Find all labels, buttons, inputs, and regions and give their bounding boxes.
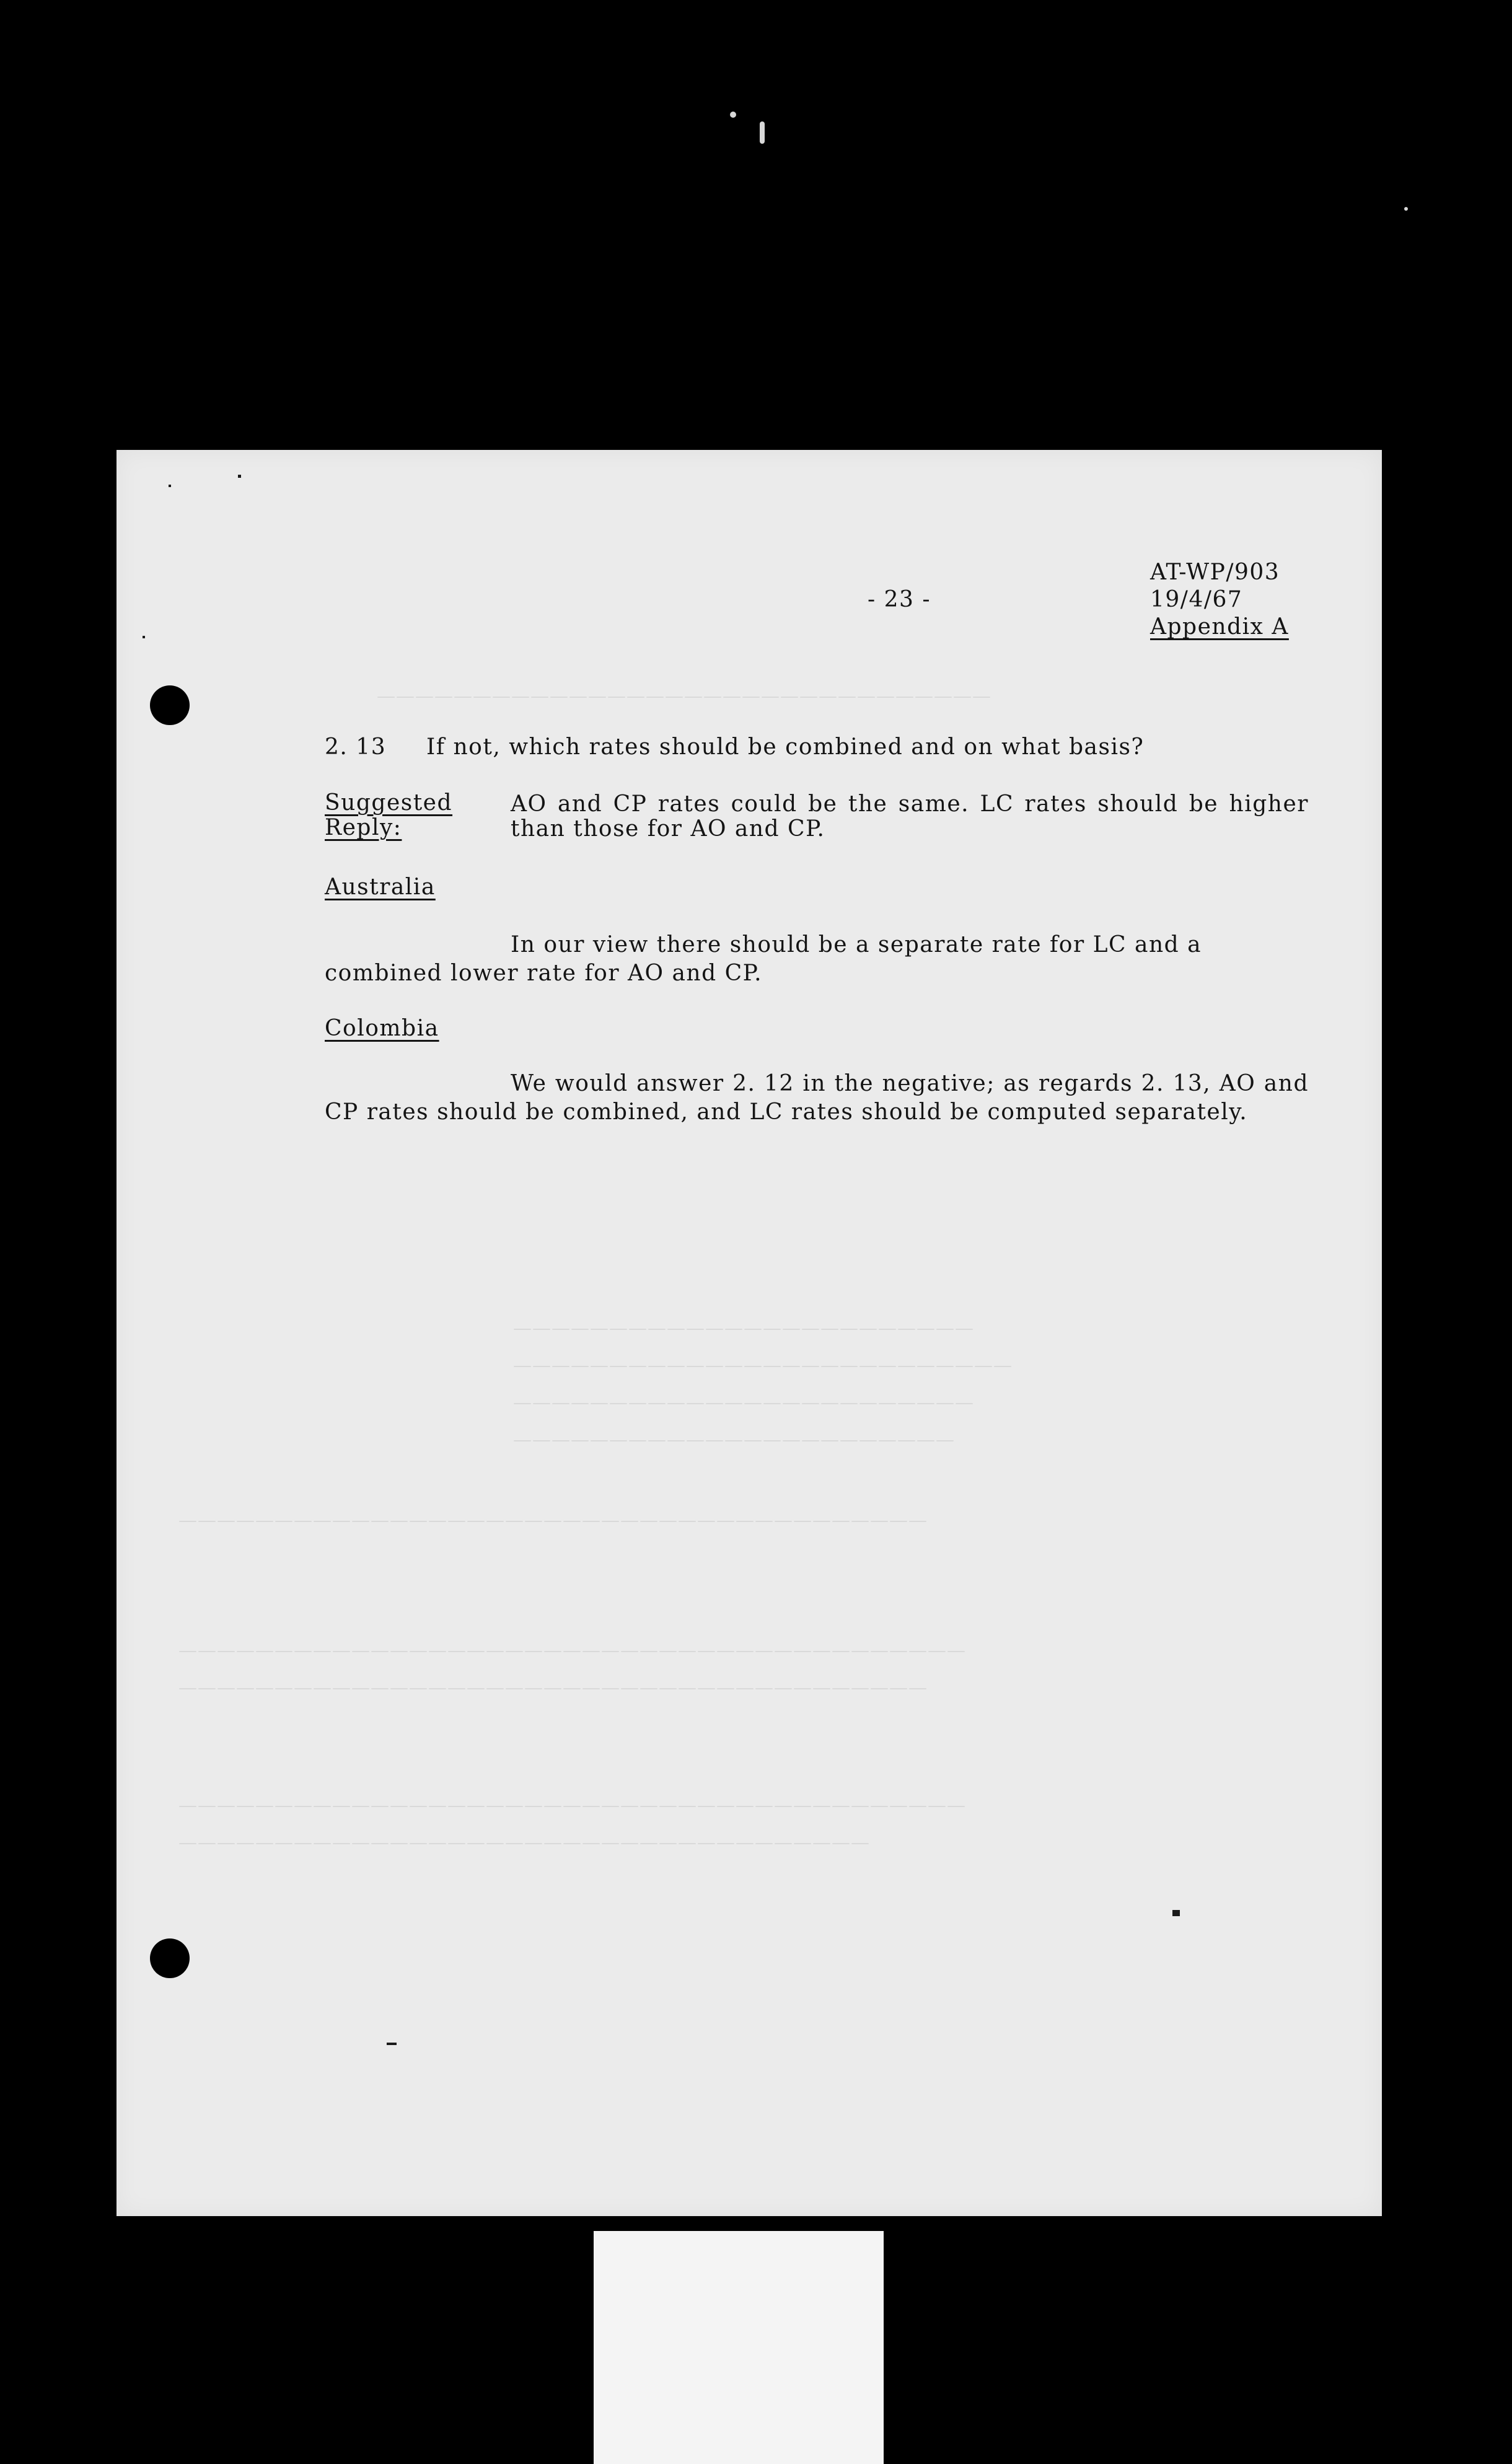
scan-speck <box>169 485 171 487</box>
bleed-through: ——————————————————————— <box>513 1429 955 1451</box>
bleed-through: ———————————————————————— <box>513 1318 974 1339</box>
suggested-reply-text <box>511 792 1309 842</box>
bleed-through: ——————————————————————————————————————— <box>178 1677 928 1699</box>
question-number: 2. 13 <box>325 734 387 760</box>
bleed-through: ———————————————————————————————————— <box>178 1832 870 1854</box>
bleed-through: —————————————————————————— <box>513 1355 1013 1376</box>
suggested-reply-label: Suggested <box>325 790 453 816</box>
response-australia <box>325 931 1309 988</box>
bleed-through: ———————————————————————————————— <box>377 685 991 707</box>
scan-speck <box>1172 1910 1180 1916</box>
response-line: In our view there should be a separate rate for LC and a <box>511 932 1202 957</box>
document-date: 19/4/67 <box>1150 587 1243 612</box>
response-line: CP rates should be combined, and LC rates should be computed separately. <box>325 1099 1248 1125</box>
punch-hole-bottom <box>150 1938 190 1978</box>
country-heading-australia: Australia <box>325 874 436 900</box>
bleed-through: ————————————————————————————————————————— <box>178 1795 966 1816</box>
scan-speck <box>238 475 241 478</box>
appendix-label: Appendix A <box>1150 614 1289 640</box>
document-reference: AT-WP/903 <box>1150 560 1280 585</box>
blank-card <box>594 2231 884 2464</box>
scan-mark <box>760 121 765 144</box>
response-line: combined lower rate for AO and CP. <box>325 961 763 986</box>
response-line: We would answer 2. 12 in the negative; as regards 2. 13, AO and <box>511 1071 1309 1096</box>
bleed-through: ————————————————————————————————————————— <box>178 1640 966 1661</box>
country-heading-colombia: Colombia <box>325 1016 439 1041</box>
scan-speck <box>143 636 145 638</box>
scan-speck <box>387 2043 397 2045</box>
suggested-reply-line: AO and CP rates could be the same. LC rates should be higher <box>511 791 1309 817</box>
response-colombia <box>325 1070 1309 1127</box>
suggested-reply-label: Reply: <box>325 815 402 840</box>
punch-hole-top <box>150 685 190 725</box>
document-page <box>116 450 1382 2216</box>
suggested-reply-line: than those for AO and CP. <box>511 816 825 842</box>
bleed-through: ——————————————————————————————————————— <box>178 1510 928 1531</box>
scan-mark <box>730 112 736 118</box>
page-number: - 23 - <box>868 587 931 612</box>
scan-mark <box>1404 207 1408 211</box>
question-text: If not, which rates should be combined and on what basis? <box>426 734 1145 760</box>
bleed-through: ———————————————————————— <box>513 1392 974 1414</box>
